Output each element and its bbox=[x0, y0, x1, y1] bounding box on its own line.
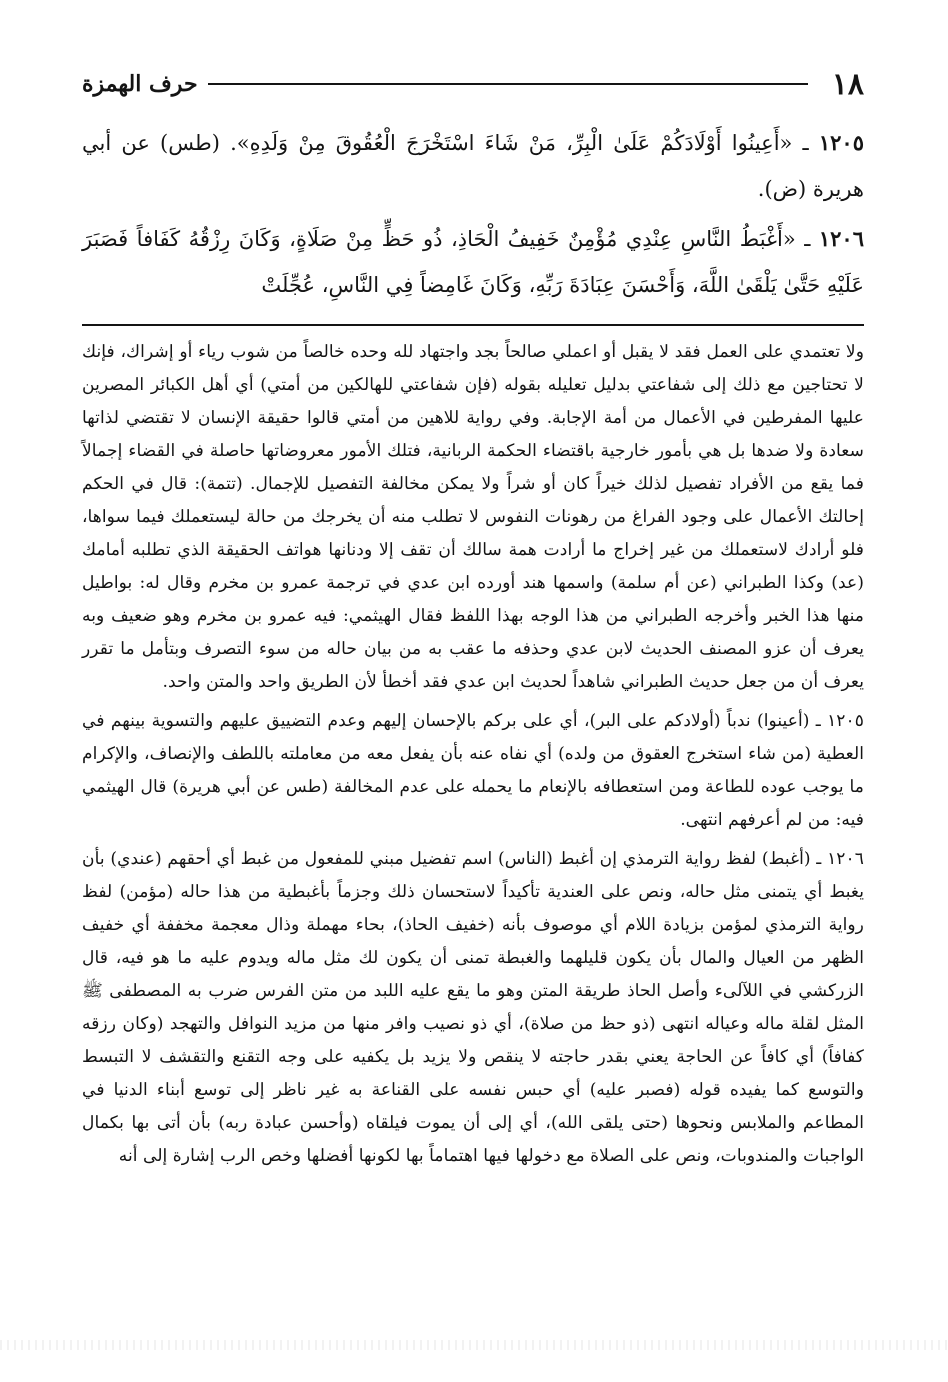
commentary-paragraph: ١٢٠٦ ـ (أغبط) لفظ رواية الترمذي إن أغبط (الناس) اسم تفضيل مبني للمفعول من غبط أي أحقهم (عندي) بأن يغبط أي يتمنى مثل حاله، ونص على العندية تأكيداً لاستحسان ذلك وجزماً بأغبطية من هذا حاله (مؤمن) لفظ رواية الترمذي لمؤمن بزيادة اللام أي موصوف بأنه (خفيف الحاذ)، بحاء مهملة وذال معجمة مخففة أي خفيف الظهر من العيال والمال بأن يكون قليلهما والغبطة تمنى أن يكون لك مثل ماله ويدوم عليه ما هو فيه، قال الزركشي في اللآلىء وأصل الحاذ طريقة المتن وهو ما يقع عليه اللبد من متن الفرس ضرب به المصطفى ﷺ المثل لقلة ماله وعياله انتهى (ذو حظ من صلاة)، أي ذو نصيب وافر منها من مزيد النوافل والتهجد (وكان رزقه كفافاً) أي كافاً عن الحاجة يعني بقدر حاجته لا ينقص ولا يزيد بل يكفيه على وجه التقنع والتقشف لا التبسط والتوسع كما يفيده قوله (فصبر عليه) أي حبس نفسه على القناعة به غير ناظر إلى توسع أبناء الدنيا في المطاعم والملابس ونحوها (حتى يلقى الله)، أي إلى أن يموت فيلقاه (وأحسن عبادة ربه) بأن أتى بها بكمال الواجبات والمندوبات، ونص على الصلاة مع دخولها فيها اهتماماً بها لكونها أفضلها وخص الرب إشارة إلى أنه bbox=[82, 849, 864, 1166]
hadith-text-section bbox=[82, 120, 864, 308]
hadith-text: ـ «أَعِينُوا أَوْلَادَكُمْ عَلَىٰ الْبِرِّ، مَنْ شَاءَ اسْتَخْرَجَ الْعُقُوقَ مِنْ وَلَدِهِ». (طس) عن أبي هريرة (ض). bbox=[82, 131, 864, 201]
hadith-entry bbox=[82, 216, 864, 308]
commentary-paragraph: ولا تعتمدي على العمل فقد لا يقبل أو اعملي صالحاً بجد واجتهاد لله وحده خالصاً من شوب رياء أو إشراك، فإنك لا تحتاجين مع ذلك إلى شفاعتي بدليل تعليله بقوله (فإن شفاعتي للهالكين من أمتي) أي أهل الكبائر المصرين عليها المفرطين في الأعمال من أمة الإجابة. وفي رواية للاهين من أمتي قالوا حقيقة الإنسان لا تقتضي لذاتها سعادة ولا ضدها بل هي بأمور خارجية باقتضاء الحكمة الربانية، فتلك الأمور معروضاتها حاصلة في القضاء إجمالاً فما يقع من الأفراد تفصيل لذلك خيراً كان أو شراً ولا يمكن مخالفة التفصيل للإجمال. (تتمة): قال في الحكم إحالتك الأعمال على وجود الفراغ من رهونات النفوس لا تطلب منه أن يخرجك من حالة ليستعملك فيما سواها، فلو أرادك لاستعملك من غير إخراج ما أرادت همة سالك أن تقف إلا ودنانها هواتف الحقيقة الذي تطلبه أمامك (عد) وكذا الطبراني (عن أم سلمة) واسمها هند أورده ابن عدي في ترجمة عمرو بن مخرم وقال له: بواطيل منها هذا الخبر وأخرجه الطبراني من هذا الوجه بهذا اللفظ فقال الهيثمي: فيه عمرو بن مخرم وهو ضعيف وبه يعرف أن عزو المصنف الحديث لابن عدي وحذفه ما عقب به من بيان حاله من سوء التصرف وبتأمل ما تقرر يعرف أن من جعل حديث الطبراني شاهداً لحديث ابن عدي فقد أخطأ لأن الطريق واحد والمتن واحد. bbox=[82, 342, 864, 692]
scan-noise-strip bbox=[0, 1340, 948, 1350]
page-header bbox=[82, 62, 864, 106]
page-number: ١٨ bbox=[831, 66, 864, 102]
hadith-number: ١٢٠٥ bbox=[818, 130, 864, 155]
section-divider bbox=[82, 324, 864, 326]
header-rule bbox=[208, 83, 808, 85]
commentary-paragraph: ١٢٠٥ ـ (أعينوا) ندباً (أولادكم على البر)، أي على بركم بالإحسان إليهم وعدم التضييق عليهم والتسوية بينهم في العطية (من شاء استخرج العقوق من ولده) أي نفاه عنه بأن يفعل معه من معاملته باللطف والإنصاف، والإكرام ما يوجب عوده للطاعة ومن استعطافه بالإنعام ما يحمله على عدم المخالفة (طس عن أبي هريرة) قال الهيثمي فيه: من لم أعرفهم انتهى. bbox=[82, 711, 864, 830]
hadith-entry bbox=[82, 120, 864, 212]
hadith-text: ـ «أَغْبَطُ النَّاسِ عِنْدِي مُؤْمِنٌ خَفِيفُ الْحَاذِ، ذُو حَظٍّ مِنْ صَلَاةٍ، وَكَانَ رِزْقُهُ كَفَافاً فَصَبَرَ عَلَيْهِ حَتَّىٰ يَلْقَىٰ اللَّهَ، وَأَحْسَنَ عِبَادَةَ رَبِّهِ، وَكَانَ غَامِضاً فِي النَّاسِ، عُجِّلَتْ bbox=[82, 227, 864, 297]
chapter-title: حرف الهمزة bbox=[82, 71, 198, 97]
hadith-number: ١٢٠٦ bbox=[818, 226, 864, 251]
commentary-section bbox=[82, 336, 864, 1173]
book-page bbox=[82, 62, 864, 1173]
